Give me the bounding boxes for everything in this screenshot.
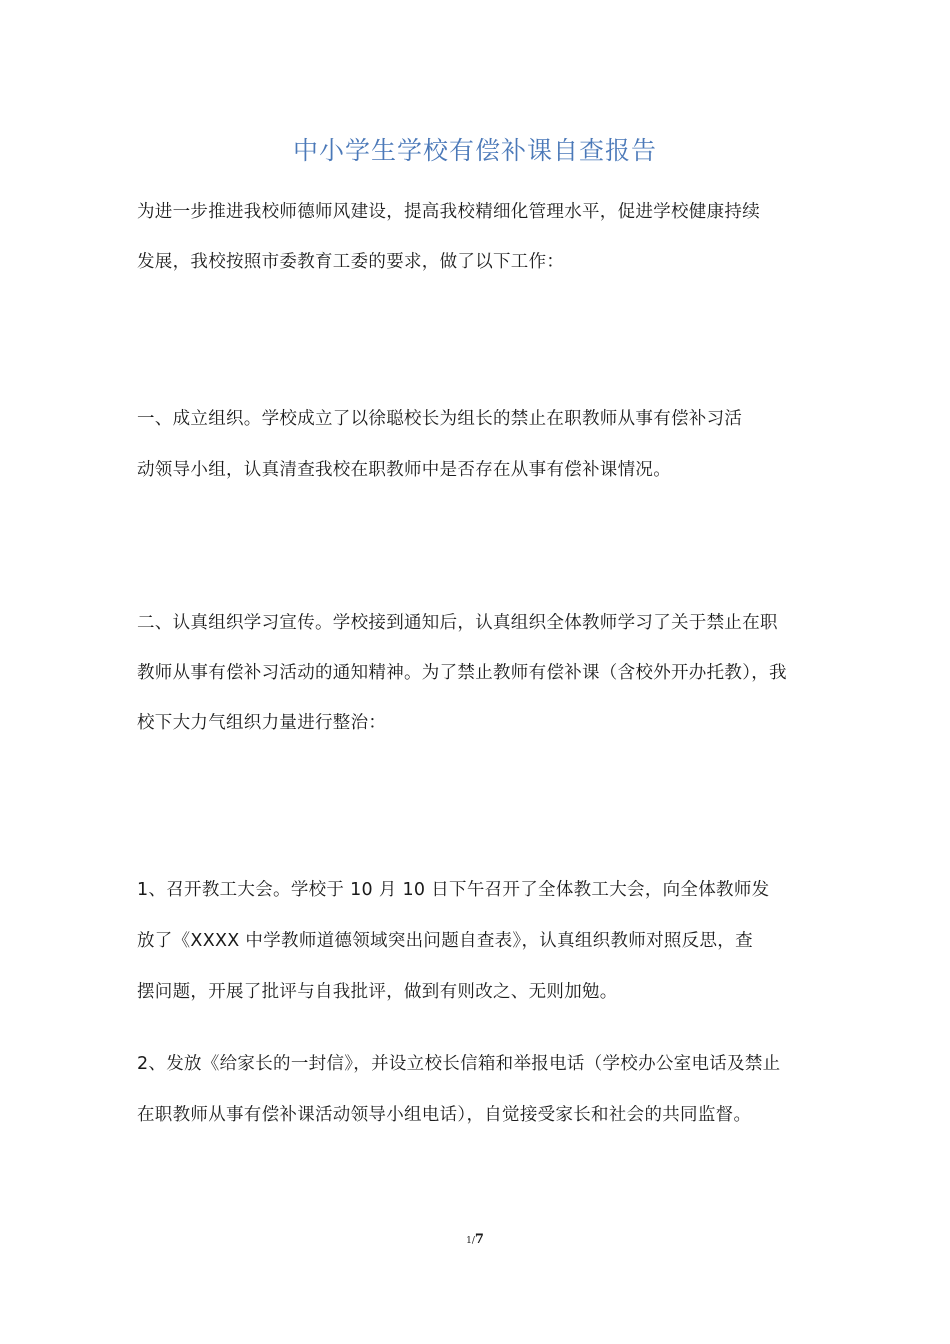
paragraph-line: 摆问题，开展了批评与自我批评，做到有则改之、无则加勉。 <box>137 982 618 1002</box>
paragraph-line: 为进一步推进我校师德师风建设，提高我校精细化管理水平，促进学校健康持续 <box>137 202 760 222</box>
page-number-current: 1/ <box>466 1236 475 1246</box>
paragraph-line: 2、发放《给家长的一封信》，并设立校长信箱和举报电话（学校办公室电话及禁止 <box>137 1054 781 1074</box>
paragraph-line: 动领导小组，认真清查我校在职教师中是否存在从事有偿补课情况。 <box>137 460 671 480</box>
page-number-total: 7 <box>474 1232 484 1247</box>
paragraph-line: 教师从事有偿补习活动的通知精神。为了禁止教师有偿补课（含校外开办托教），我 <box>137 663 787 683</box>
paragraph-line: 一、成立组织。学校成立了以徐聪校长为组长的禁止在职教师从事有偿补习活 <box>137 409 743 429</box>
paragraph-line: 发展，我校按照市委教育工委的要求，做了以下工作： <box>137 252 565 272</box>
paragraph-line: 在职教师从事有偿补课活动领导小组电话），自觉接受家长和社会的共同监督。 <box>137 1105 752 1125</box>
document-title: 中小学生学校有偿补课自查报告 <box>292 136 657 165</box>
page-number <box>0 1232 950 1249</box>
paragraph-line: 二、认真组织学习宣传。学校接到通知后，认真组织全体教师学习了关于禁止在职 <box>137 613 778 633</box>
paragraph-line: 1、召开教工大会。学校于 10 月 10 日下午召开了全体教工大会，向全体教师发 <box>137 880 770 900</box>
paragraph-line: 放了《XXXX 中学教师道德领域突出问题自查表》，认真组织教师对照反思，查 <box>137 931 753 951</box>
paragraph-line: 校下大力气组织力量进行整治： <box>137 713 387 733</box>
